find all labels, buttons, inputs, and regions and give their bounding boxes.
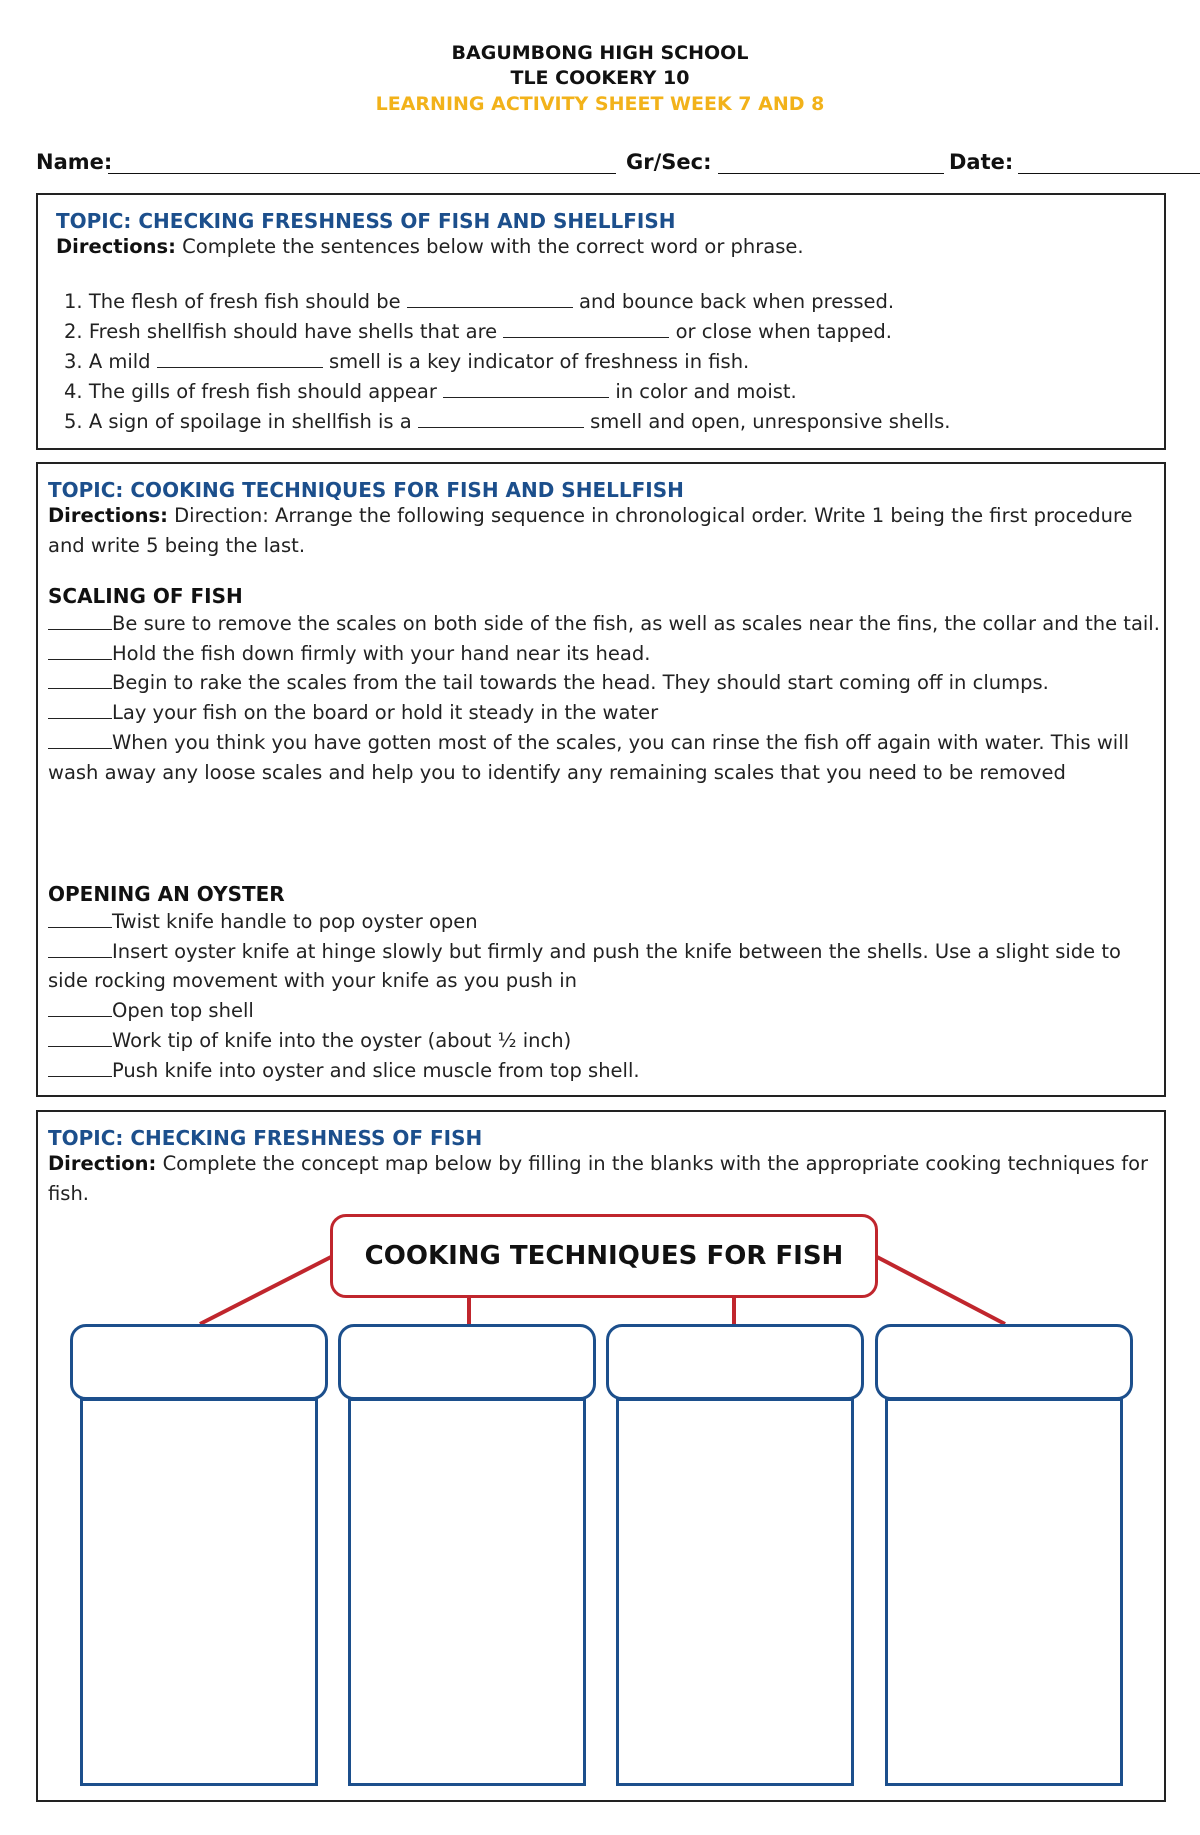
- item-text: The gills of fresh fish should appear: [88, 380, 437, 403]
- step-text: Lay your fish on the board or hold it steady in the water: [112, 701, 659, 725]
- item-text: A sign of spoilage in shellfish is a: [88, 410, 412, 433]
- technique-heading-box-2[interactable]: [338, 1324, 596, 1400]
- technique-detail-box-4[interactable]: [885, 1398, 1123, 1786]
- step-text: Hold the fish down firmly with your hand near its head.: [112, 641, 651, 665]
- subject-title: TLE COOKERY 10: [510, 67, 690, 89]
- technique-heading-box-1[interactable]: [70, 1324, 328, 1400]
- section1-topic: TOPIC: CHECKING FRESHNESS OF FISH AND SHELLFISH: [56, 209, 676, 233]
- item-text: and bounce back when pressed.: [579, 290, 895, 313]
- directions-text: Direction: Arrange the following sequence in chronological order. Write 1 being the first procedure and write 5 being the last.: [48, 504, 1133, 557]
- item-number: 3.: [64, 350, 83, 373]
- connector-line: [200, 1257, 331, 1324]
- item-number: 4.: [64, 380, 83, 403]
- date-label: Date:: [949, 150, 1014, 174]
- connector-line: [877, 1257, 1005, 1324]
- step-text: Work tip of knife into the oyster (about ½ inch): [112, 1028, 572, 1052]
- technique-detail-box-2[interactable]: [348, 1398, 586, 1786]
- scaling-title: SCALING OF FISH: [48, 584, 243, 608]
- step-text: Insert oyster knife at hinge slowly but firmly and push the knife between the shells. Use a slight side to side rocking movement with your knife as you push in: [48, 939, 1121, 993]
- technique-heading-box-4[interactable]: [875, 1324, 1133, 1400]
- concept-map-title: COOKING TECHNIQUES FOR FISH: [330, 1214, 878, 1298]
- step-text: When you think you have gotten most of the scales, you can rinse the fish off again with water. This will wash away any loose scales and help you to identify any remaining scales that you need to be removed: [48, 730, 1130, 784]
- item-text: smell and open, unresponsive shells.: [590, 410, 951, 433]
- name-label: Name:: [36, 150, 113, 174]
- item-text: or close when tapped.: [675, 320, 892, 343]
- directions-label: Directions:: [48, 504, 168, 527]
- step-text: Open top shell: [112, 999, 254, 1023]
- item-text: smell is a key indicator of freshness in fish.: [328, 350, 750, 373]
- technique-heading-box-3[interactable]: [606, 1324, 864, 1400]
- section3-topic: TOPIC: CHECKING FRESHNESS OF FISH: [48, 1126, 483, 1150]
- directions-label: Direction:: [48, 1152, 157, 1175]
- item-text: A mild: [88, 350, 151, 373]
- oyster-title: OPENING AN OYSTER: [48, 882, 285, 906]
- item-number: 1.: [64, 290, 83, 313]
- item-text: Fresh shellfish should have shells that are: [88, 320, 498, 343]
- item-number: 2.: [64, 320, 83, 343]
- technique-detail-box-1[interactable]: [80, 1398, 318, 1786]
- grsec-label: Gr/Sec:: [626, 150, 712, 174]
- section2-topic: TOPIC: COOKING TECHNIQUES FOR FISH AND SHELLFISH: [48, 478, 684, 502]
- item-number: 5.: [64, 410, 83, 433]
- technique-detail-box-3[interactable]: [616, 1398, 854, 1786]
- item-text: in color and moist.: [615, 380, 797, 403]
- step-text: Twist knife handle to pop oyster open: [112, 910, 478, 933]
- school-name: BAGUMBONG HIGH SCHOOL: [451, 42, 749, 64]
- sheet-title: LEARNING ACTIVITY SHEET WEEK 7 AND 8: [375, 93, 825, 115]
- step-text: Be sure to remove the scales on both side of the fish, as well as scales near the fins, the collar and the tail.: [112, 612, 1160, 635]
- item-text: The flesh of fresh fish should be: [88, 290, 401, 313]
- directions-text: Complete the concept map below by filling in the blanks with the appropriate cooking techniques for fish.: [48, 1152, 1149, 1205]
- directions-text: Complete the sentences below with the correct word or phrase.: [182, 235, 804, 258]
- directions-label: Directions:: [56, 235, 176, 258]
- step-text: Begin to rake the scales from the tail towards the head. They should start coming off in clumps.: [112, 671, 1049, 695]
- step-text: Push knife into oyster and slice muscle from top shell.: [112, 1058, 640, 1082]
